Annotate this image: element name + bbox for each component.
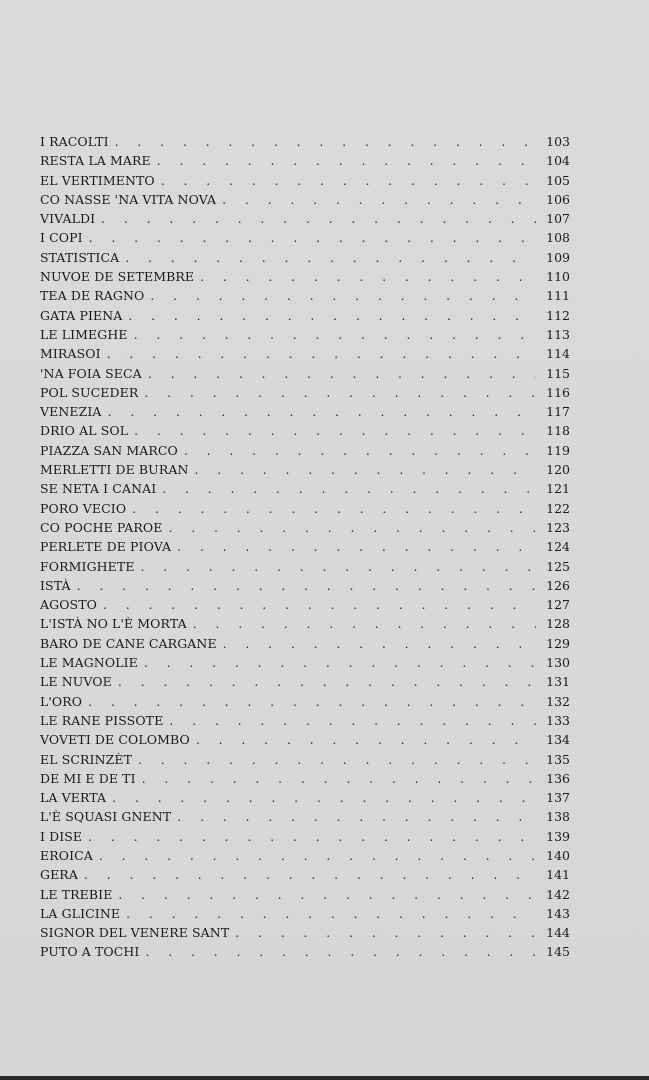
toc-entry-title: POL SUCEDER (40, 384, 139, 400)
toc-entry (40, 151, 570, 170)
toc-entry (40, 730, 570, 749)
toc-entry (40, 904, 570, 923)
dot-leader (200, 267, 536, 286)
toc-entry (40, 865, 570, 884)
toc-entry-title: DRIO AL SOL (40, 423, 129, 439)
toc-entry (40, 228, 570, 247)
toc-entry-title: EL VERTIMENTO (40, 172, 155, 188)
toc-entry-title: VOVETI DE COLOMBO (40, 732, 190, 748)
toc-entry (40, 885, 570, 904)
dot-leader (112, 788, 536, 807)
toc-entry-title: SE NETA I CANAI (40, 481, 157, 497)
dot-leader (144, 653, 536, 672)
toc-entry (40, 595, 570, 614)
toc-entry-page-number: 139 (546, 828, 570, 844)
toc-entry (40, 537, 570, 556)
toc-entry-page-number: 109 (546, 249, 570, 265)
toc-entry-title: RESTA LA MARE (40, 153, 151, 169)
toc-entry-page-number: 125 (546, 558, 570, 574)
toc-entry-page-number: 105 (546, 172, 570, 188)
dot-leader (184, 441, 536, 460)
toc-entry-title: LA VERTA (40, 790, 107, 806)
toc-entry (40, 557, 570, 576)
dot-leader (99, 846, 536, 865)
toc-entry (40, 383, 570, 402)
toc-entry-page-number: 135 (546, 751, 570, 767)
toc-entry-page-number: 107 (546, 211, 570, 227)
toc-entry-title: VENEZIA (40, 404, 102, 420)
dot-leader (142, 769, 536, 788)
toc-entry-title: DE MI E DE TI (40, 770, 136, 786)
toc-entry (40, 421, 570, 440)
dot-leader (88, 827, 536, 846)
toc-entry-page-number: 133 (546, 712, 570, 728)
toc-entry-page-number: 145 (546, 944, 570, 960)
toc-entry-title: EL SCRINZÈT (40, 751, 133, 767)
toc-entry (40, 306, 570, 325)
toc-entry-page-number: 104 (546, 153, 570, 169)
toc-entry-page-number: 103 (546, 134, 570, 149)
toc-entry-page-number: 130 (546, 655, 570, 671)
toc-entry-title: NUVOE DE SETEMBRE (40, 269, 195, 285)
toc-entry-title: PIAZZA SAN MARCO (40, 442, 178, 458)
toc-entry-title: I DISE (40, 828, 83, 844)
dot-leader (88, 692, 536, 711)
toc-entry-title: L'ORO (40, 693, 83, 709)
toc-entry-page-number: 134 (546, 732, 570, 748)
toc-entry (40, 923, 570, 942)
dot-leader (161, 171, 536, 190)
dot-leader (125, 248, 536, 267)
toc-entry-page-number: 143 (546, 905, 570, 921)
toc-entry-title: LE RANE PISSOTE (40, 712, 164, 728)
toc-entry-page-number: 108 (546, 230, 570, 246)
toc-entry-title: MERLETTI DE BURAN (40, 462, 189, 478)
dot-leader (223, 634, 536, 653)
dot-leader (196, 730, 536, 749)
page-bottom-edge (0, 1076, 649, 1080)
dot-leader (168, 518, 536, 537)
dot-leader (134, 325, 536, 344)
dot-leader (162, 479, 536, 498)
toc-entry (40, 441, 570, 460)
dot-leader (145, 942, 536, 961)
toc-entry-page-number: 123 (546, 519, 570, 535)
toc-entry-title: SIGNOR DEL VENERE SANT (40, 925, 230, 941)
toc-entry-page-number: 128 (546, 616, 570, 632)
toc-entry-title: PUTO A TOCHI (40, 944, 140, 960)
toc-entry-title: TEA DE RAGNO (40, 288, 145, 304)
toc-entry-page-number: 114 (546, 346, 570, 362)
toc-entry (40, 788, 570, 807)
toc-entry (40, 518, 570, 537)
table-of-contents (40, 132, 570, 962)
dot-leader (103, 595, 536, 614)
toc-entry-title: L'ISTÀ NO L'È MORTA (40, 616, 187, 632)
toc-entry-title: EROICA (40, 847, 93, 863)
toc-entry (40, 614, 570, 633)
toc-entry-page-number: 144 (546, 925, 570, 941)
toc-entry-page-number: 116 (546, 384, 570, 400)
toc-entry-page-number: 137 (546, 790, 570, 806)
dot-leader (77, 576, 536, 595)
toc-entry (40, 846, 570, 865)
toc-entry (40, 344, 570, 363)
toc-entry (40, 364, 570, 383)
toc-entry (40, 132, 570, 151)
dot-leader (150, 286, 536, 305)
toc-entry-title: ISTÀ (40, 577, 71, 593)
dot-leader (132, 499, 536, 518)
toc-entry (40, 807, 570, 826)
toc-entry-title: PORO VECIO (40, 500, 127, 516)
toc-entry-page-number: 136 (546, 770, 570, 786)
toc-entry-title: AGOSTO (40, 597, 98, 613)
toc-entry-title: PERLETE DE PIOVA (40, 539, 172, 555)
dot-leader (144, 383, 536, 402)
toc-entry-page-number: 140 (546, 847, 570, 863)
toc-entry-page-number: 127 (546, 597, 570, 613)
toc-entry (40, 750, 570, 769)
toc-entry-page-number: 142 (546, 886, 570, 902)
toc-entry-title: LE NUVOE (40, 674, 112, 690)
toc-entry (40, 692, 570, 711)
dot-leader (169, 711, 536, 730)
dot-leader (108, 402, 536, 421)
toc-entry-page-number: 115 (546, 365, 570, 381)
toc-entry (40, 942, 570, 961)
dot-leader (126, 904, 536, 923)
toc-entry (40, 190, 570, 209)
toc-entry (40, 460, 570, 479)
toc-entry-title: LE TREBIE (40, 886, 113, 902)
toc-entry-title: I COPI (40, 230, 83, 246)
dot-leader (115, 132, 536, 151)
toc-entry-page-number: 138 (546, 809, 570, 825)
toc-entry (40, 672, 570, 691)
toc-entry-title: GATA PIENA (40, 307, 123, 323)
toc-entry (40, 171, 570, 190)
dot-leader (177, 807, 536, 826)
toc-entry-title: MIRASOI (40, 346, 101, 362)
toc-entry (40, 653, 570, 672)
dot-leader (148, 364, 536, 383)
dot-leader (193, 614, 536, 633)
toc-entry-page-number: 131 (546, 674, 570, 690)
toc-entry-page-number: 113 (546, 326, 570, 342)
toc-entry-page-number: 120 (546, 462, 570, 478)
toc-entry-title: BARO DE CANE CARGANE (40, 635, 217, 651)
toc-entry-page-number: 119 (546, 442, 570, 458)
dot-leader (118, 885, 536, 904)
dot-leader (222, 190, 536, 209)
toc-entry (40, 479, 570, 498)
toc-entry-title: VIVALDI (40, 211, 96, 227)
toc-entry-title: LE MAGNOLIE (40, 655, 138, 671)
toc-entry-page-number: 129 (546, 635, 570, 651)
toc-entry-page-number: 118 (546, 423, 570, 439)
dot-leader (101, 209, 536, 228)
toc-entry-title: I RACOLTI (40, 134, 109, 149)
toc-entry-page-number: 141 (546, 867, 570, 883)
toc-entry-title: LE LIMEGHE (40, 326, 128, 342)
toc-entry (40, 576, 570, 595)
toc-entry (40, 827, 570, 846)
toc-entry-title: CO NASSE 'NA VITA NOVA (40, 191, 217, 207)
dot-leader (177, 537, 536, 556)
toc-entry-title: STATISTICA (40, 249, 120, 265)
dot-leader (235, 923, 536, 942)
toc-entry (40, 286, 570, 305)
toc-entry-page-number: 124 (546, 539, 570, 555)
toc-entry-page-number: 106 (546, 191, 570, 207)
toc-entry (40, 248, 570, 267)
toc-entry (40, 209, 570, 228)
dot-leader (84, 865, 536, 884)
toc-entry-title: LA GLICINE (40, 905, 121, 921)
toc-entry-page-number: 132 (546, 693, 570, 709)
toc-entry (40, 402, 570, 421)
toc-entry (40, 769, 570, 788)
dot-leader (89, 228, 536, 247)
toc-entry-title: CO POCHE PAROE (40, 519, 163, 535)
toc-entry (40, 634, 570, 653)
toc-entry-title: GERA (40, 867, 78, 883)
toc-entry (40, 267, 570, 286)
dot-leader (107, 344, 536, 363)
toc-entry-page-number: 112 (546, 307, 570, 323)
toc-entry-title: L'È SQUASI GNENT (40, 809, 172, 825)
toc-entry (40, 325, 570, 344)
toc-entry-page-number: 117 (546, 404, 570, 420)
toc-entry-title: 'NA FOIA SECA (40, 365, 142, 381)
toc-entry-title: FORMIGHETE (40, 558, 135, 574)
dot-leader (157, 151, 536, 170)
toc-entry-page-number: 126 (546, 577, 570, 593)
dot-leader (134, 421, 536, 440)
toc-entry (40, 711, 570, 730)
toc-entry-page-number: 122 (546, 500, 570, 516)
toc-entry-page-number: 121 (546, 481, 570, 497)
dot-leader (141, 557, 536, 576)
toc-entry (40, 499, 570, 518)
dot-leader (195, 460, 537, 479)
dot-leader (128, 306, 536, 325)
toc-entry-page-number: 110 (546, 269, 570, 285)
dot-leader (138, 750, 536, 769)
dot-leader (118, 672, 536, 691)
toc-entry-page-number: 111 (546, 288, 570, 304)
